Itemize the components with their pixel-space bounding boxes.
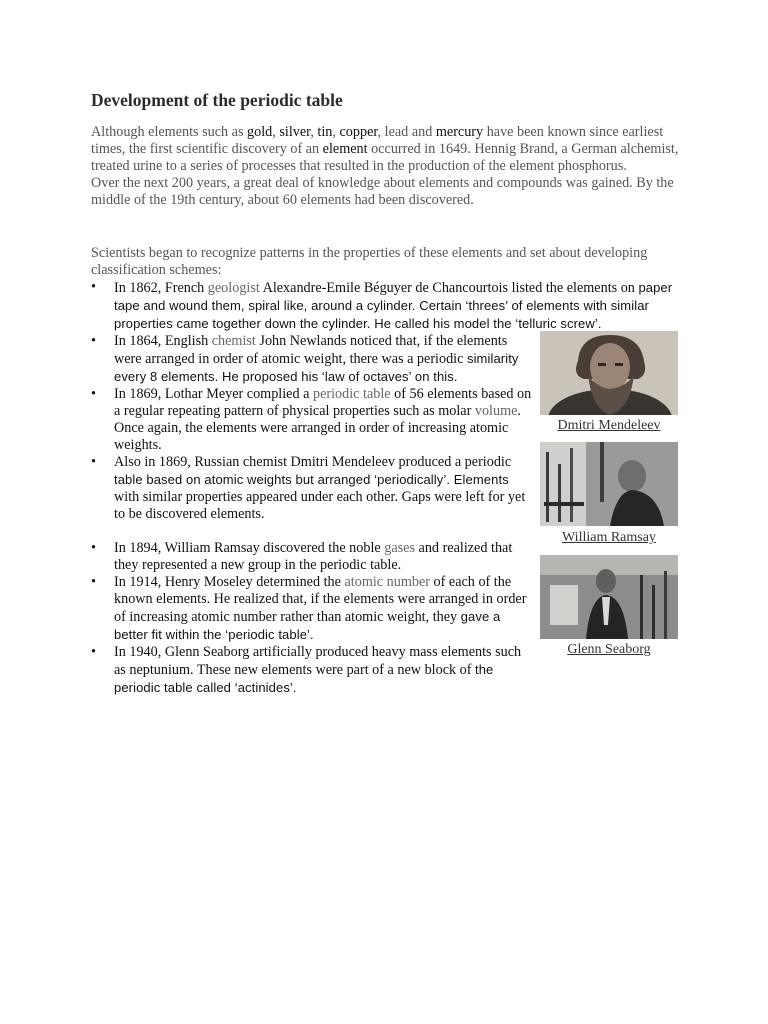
- intro-paragraph-1: [91, 124, 681, 175]
- text: ,: [272, 124, 280, 140]
- text: table based on atomic weights but arranged ‘periodically’. Elements: [114, 472, 509, 487]
- list-item: [91, 644, 534, 697]
- text: In 1864, English: [114, 333, 212, 349]
- bullet: •: [91, 279, 96, 295]
- bullet: •: [91, 386, 96, 402]
- link-element[interactable]: element: [322, 141, 368, 157]
- bullet: •: [91, 333, 96, 349]
- caption-seaborg[interactable]: Glenn Seaborg: [567, 642, 651, 657]
- list-item: [91, 540, 534, 574]
- page-title: Development of the periodic table: [91, 90, 343, 110]
- link-volume[interactable]: volume: [474, 403, 518, 419]
- caption-ramsay[interactable]: William Ramsay: [562, 530, 656, 545]
- link-gases[interactable]: gases: [384, 540, 415, 556]
- text: of 56 elements based on a regular repeating pattern of physical properties such as molar: [114, 386, 532, 419]
- intro-paragraph-2: Over the next 200 years, a great deal of knowledge about elements and compounds was gained. By the middle of the 19th century, about 60 elements had been discovered.: [91, 175, 674, 208]
- text: gave a better fit within the ‘periodic table’.: [114, 609, 501, 642]
- seaborg-photo: [540, 555, 678, 639]
- text: similarity every 8 elements. He proposed his ‘law of octaves’ on this.: [114, 351, 519, 384]
- text: ,: [332, 124, 340, 140]
- text: Alexandre-Emile Béguyer de Chancourtois listed the elements on: [259, 280, 639, 296]
- list-item: [91, 279, 691, 333]
- list-item: [91, 574, 534, 644]
- caption-mendeleev[interactable]: Dmitri Mendeleev: [557, 418, 661, 433]
- text: Although elements such as: [91, 124, 248, 140]
- link-gold[interactable]: gold: [247, 124, 273, 140]
- text: In 1862, French: [114, 280, 208, 296]
- link-mercury[interactable]: mercury: [435, 124, 484, 140]
- text: occurred in 1649. Hennig Brand, a German alchemist, treated urine to a series of processes that resulted in the production of the element phosphorus.: [91, 141, 679, 174]
- link-copper[interactable]: copper: [339, 124, 378, 140]
- list-item: [91, 333, 534, 386]
- text: have been known since earliest times, the first scientific discovery of an: [91, 124, 664, 157]
- text: and realized that they represented a new group in the periodic table.: [114, 540, 513, 573]
- text: the periodic table called ‘actinides’.: [114, 662, 494, 695]
- lab-image: [540, 442, 678, 526]
- text: Also in 1869, Russian chemist Dmitri Mendeleev produced a periodic: [114, 454, 512, 470]
- link-chemist[interactable]: chemist: [211, 333, 256, 349]
- text: In 1940, Glenn Seaborg artificially produced heavy mass elements such as neptunium. These new elements were part of a new block of: [114, 644, 522, 678]
- text: John Newlands noticed that, if the elements were arranged in order of atomic weight, there was a periodic: [114, 333, 508, 367]
- text: . Once again, the elements were arranged in order of increasing atomic weights.: [114, 403, 521, 453]
- text: with similar properties appeared under each other. Gaps were left for yet to be discovered elements.: [114, 489, 526, 522]
- link-silver[interactable]: silver: [279, 124, 311, 140]
- lead-paragraph: Scientists began to recognize patterns in the properties of these elements and set about developing classification schemes:: [91, 245, 648, 278]
- bullet: •: [91, 574, 96, 590]
- intro-text: [91, 124, 681, 209]
- link-periodic-table[interactable]: periodic table: [312, 386, 391, 402]
- text: paper tape and wound them, spiral like, around a cylinder. Certain ‘threes’ of elements with similar properties came together down the cylinder. He called his model the ‘telluric screw’.: [114, 280, 673, 331]
- portrait-image: [540, 331, 678, 415]
- text: In 1914, Henry Moseley determined the: [114, 574, 345, 590]
- list-item: [91, 454, 534, 523]
- text: In 1894, William Ramsay discovered the noble: [114, 540, 385, 556]
- list-item: [91, 386, 534, 454]
- text: of each of the known elements. He realized that, if the elements were arranged in order of increasing atomic number rather than atomic weight, they: [114, 574, 527, 625]
- bullet: •: [91, 540, 96, 556]
- link-tin[interactable]: tin: [317, 124, 333, 140]
- text: ,: [310, 124, 318, 140]
- link-atomic-number[interactable]: atomic number: [344, 574, 430, 590]
- link-geologist[interactable]: geologist: [207, 280, 260, 296]
- mendeleev-photo: [540, 331, 678, 415]
- text: , lead and: [377, 124, 436, 140]
- ramsay-photo: [540, 442, 678, 526]
- bullet: •: [91, 644, 96, 660]
- text: In 1869, Lothar Meyer complied a: [114, 386, 313, 402]
- lab-image: [540, 555, 678, 639]
- bullet: •: [91, 454, 96, 470]
